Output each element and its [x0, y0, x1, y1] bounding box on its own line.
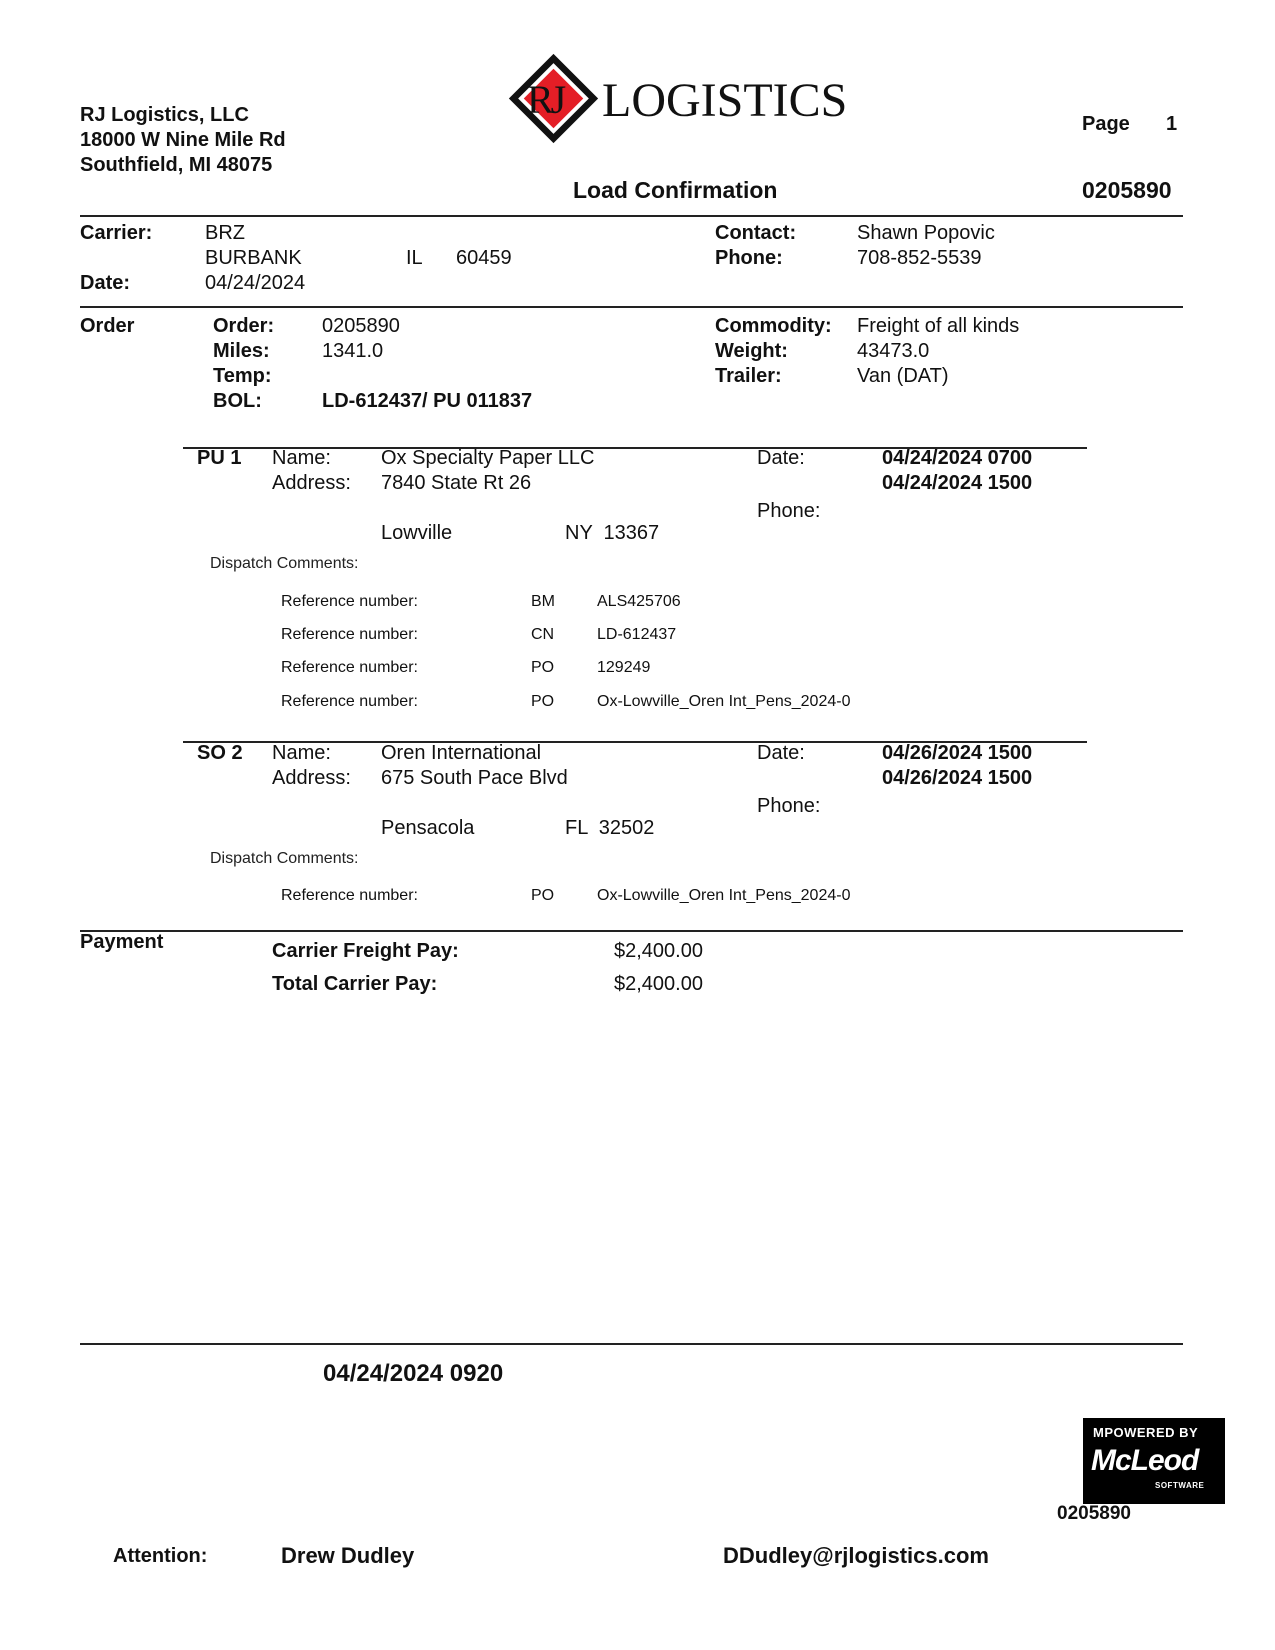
- logo-initials: RJ: [527, 77, 564, 122]
- reference-label: Reference number:: [281, 693, 418, 710]
- divider-footer: [80, 1343, 1183, 1345]
- order-section-label: Order: [80, 315, 135, 337]
- bol-label: BOL:: [213, 390, 262, 412]
- attention-email[interactable]: DDudley@rjlogistics.com: [723, 1543, 989, 1568]
- badge-brand: McLeod: [1091, 1444, 1199, 1477]
- phone-label: Phone:: [715, 247, 783, 269]
- stop-address: 7840 State Rt 26: [381, 472, 532, 494]
- mcleod-badge: [1083, 1418, 1225, 1504]
- stop-address-label: Address:: [272, 472, 351, 494]
- order-label: Order:: [213, 315, 275, 337]
- attention-label: Attention:: [113, 1545, 208, 1567]
- dispatch-comments-label: Dispatch Comments:: [210, 850, 359, 867]
- stop-city: Pensacola: [381, 817, 475, 839]
- freight-pay-label: Carrier Freight Pay:: [272, 940, 459, 962]
- stop-name: Oren International: [381, 742, 542, 764]
- stop-address: 675 South Pace Blvd: [381, 767, 568, 789]
- carrier-date-label: Date:: [80, 272, 131, 294]
- print-timestamp: 04/24/2024 0920: [323, 1360, 504, 1387]
- stop-phone-label: Phone:: [757, 795, 821, 817]
- doc-number: 0205890: [1082, 177, 1172, 203]
- logo-wordmark: LOGISTICS: [602, 74, 848, 127]
- stop-date-start: 04/26/2024 1500: [882, 742, 1033, 764]
- reference-value: ALS425706: [597, 593, 681, 610]
- contact-name: Shawn Popovic: [857, 222, 995, 244]
- stop-date-end: 04/24/2024 1500: [882, 472, 1033, 494]
- stop-name: Ox Specialty Paper LLC: [381, 447, 595, 469]
- carrier-code: BRZ: [205, 222, 245, 244]
- miles-value: 1341.0: [322, 340, 384, 362]
- reference-type: BM: [531, 593, 555, 610]
- company-street: 18000 W Nine Mile Rd: [80, 129, 286, 151]
- carrier-label: Carrier:: [80, 222, 153, 244]
- temp-label: Temp:: [213, 365, 272, 387]
- reference-value: Ox-Lowville_Oren Int_Pens_2024-0: [597, 693, 851, 710]
- page-label: Page: [1082, 113, 1130, 135]
- stop-date-label: Date:: [757, 447, 805, 469]
- carrier-zip: 60459: [456, 247, 512, 269]
- stop-date-start: 04/24/2024 0700: [882, 447, 1033, 469]
- stop-phone-label: Phone:: [757, 500, 821, 522]
- badge-bottom-text: SOFTWARE: [1155, 1481, 1205, 1490]
- contact-phone: 708-852-5539: [857, 247, 982, 269]
- trailer-label: Trailer:: [715, 365, 782, 387]
- reference-type: CN: [531, 626, 555, 643]
- stop-name-label: Name:: [272, 742, 331, 764]
- bottom-doc-number: 0205890: [1057, 1503, 1131, 1524]
- commodity-value: Freight of all kinds: [857, 315, 1020, 337]
- company-name: RJ Logistics, LLC: [80, 104, 249, 126]
- reference-value: 129249: [597, 659, 651, 676]
- contact-label: Contact:: [715, 222, 797, 244]
- carrier-state: IL: [406, 247, 423, 269]
- reference-type: PO: [531, 887, 555, 904]
- reference-value: Ox-Lowville_Oren Int_Pens_2024-0: [597, 887, 851, 904]
- divider-payment: [80, 930, 1183, 932]
- stop-name-label: Name:: [272, 447, 331, 469]
- stop-state-zip: FL 32502: [565, 817, 655, 839]
- reference-label: Reference number:: [281, 626, 418, 643]
- stop-state-zip: NY 13367: [565, 522, 660, 544]
- total-pay-value: $2,400.00: [614, 973, 703, 995]
- reference-type: PO: [531, 659, 555, 676]
- miles-label: Miles:: [213, 340, 270, 362]
- attention-name: Drew Dudley: [281, 1543, 415, 1568]
- stop-address-label: Address:: [272, 767, 351, 789]
- trailer-value: Van (DAT): [857, 365, 949, 387]
- bol-value: LD-612437/ PU 011837: [322, 390, 533, 412]
- weight-value: 43473.0: [857, 340, 930, 362]
- carrier-city: BURBANK: [205, 247, 302, 269]
- page-title: Load Confirmation: [573, 177, 778, 203]
- total-pay-label: Total Carrier Pay:: [272, 973, 438, 995]
- dispatch-comments-label: Dispatch Comments:: [210, 555, 359, 572]
- divider-header: [80, 215, 1183, 217]
- weight-label: Weight:: [715, 340, 788, 362]
- reference-type: PO: [531, 693, 555, 710]
- stop-date-end: 04/26/2024 1500: [882, 767, 1033, 789]
- carrier-date: 04/24/2024: [205, 272, 306, 294]
- stop-date-label: Date:: [757, 742, 805, 764]
- stop-city: Lowville: [381, 522, 453, 544]
- commodity-label: Commodity:: [715, 315, 832, 337]
- company-city: Southfield, MI 48075: [80, 154, 273, 176]
- divider-carrier: [80, 306, 1183, 308]
- payment-section-label: Payment: [80, 931, 164, 953]
- reference-label: Reference number:: [281, 593, 418, 610]
- page-number: 1: [1166, 113, 1178, 135]
- badge-top-text: MPOWERED BY: [1093, 1425, 1199, 1440]
- order-number: 0205890: [322, 315, 400, 337]
- reference-label: Reference number:: [281, 887, 418, 904]
- freight-pay-value: $2,400.00: [614, 940, 703, 962]
- stop-tag: SO 2: [197, 742, 243, 764]
- stop-tag: PU 1: [197, 447, 242, 469]
- reference-label: Reference number:: [281, 659, 418, 676]
- reference-value: LD-612437: [597, 626, 677, 643]
